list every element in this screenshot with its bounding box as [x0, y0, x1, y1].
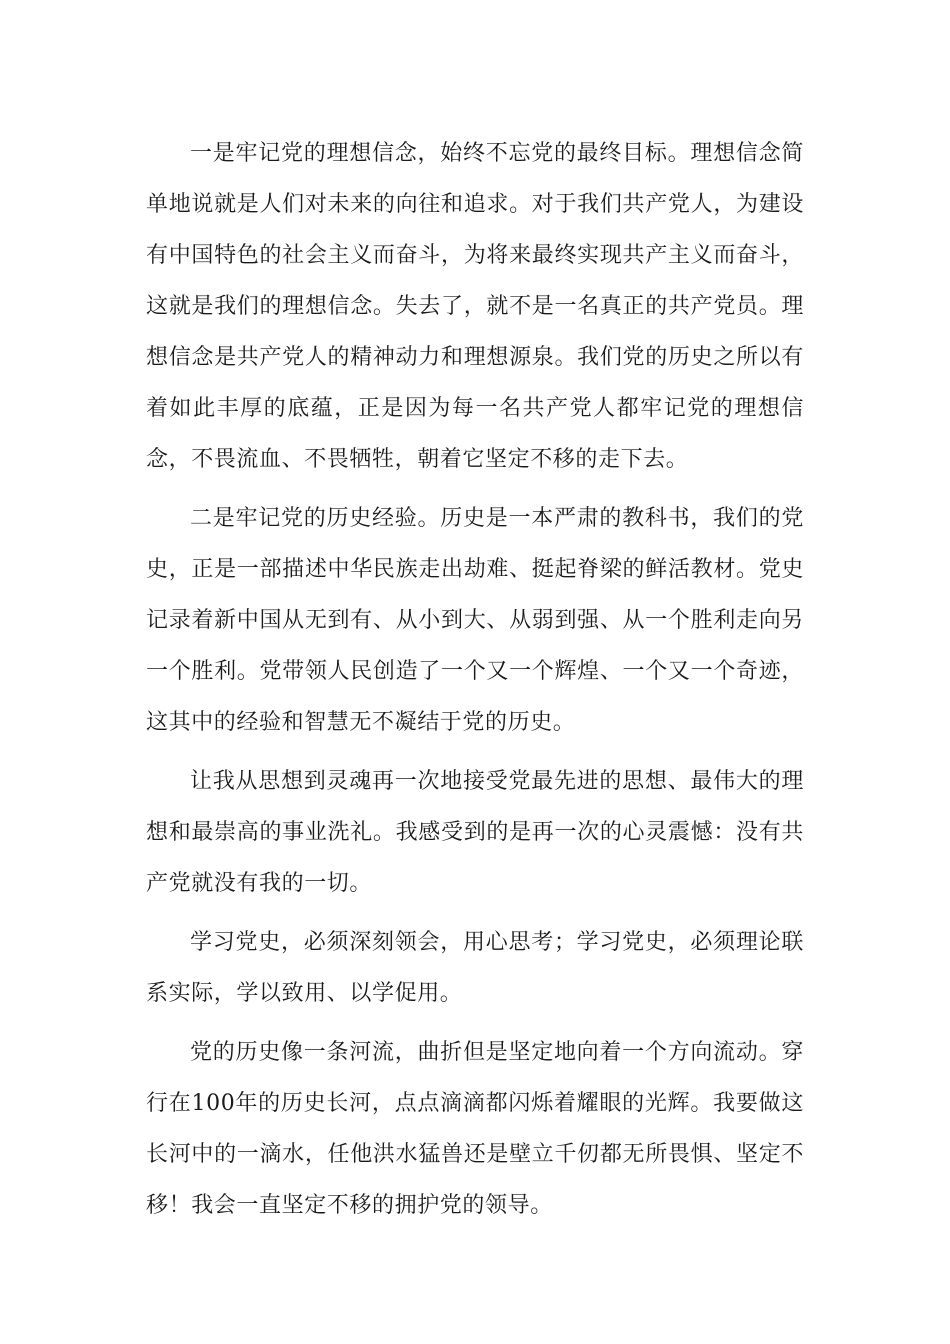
paragraph-baptism: 让我从思想到灵魂再一次地接受党最先进的思想、最伟大的理想和最崇高的事业洗礼。我感受到的是再一次的心灵震憾：没有共产党就没有我的一切。 — [146, 769, 804, 896]
paragraph-study: 学习党史，必须深刻领会，用心思考；学习党史，必须理论联系实际，学以致用、以学促用。 — [146, 930, 804, 1006]
paragraph-ideals: 一是牢记党的理想信念，始终不忘党的最终目标。理想信念简单地说就是人们对未来的向往和追求。对于我们共产党人，为建设有中国特色的社会主义而奋斗，为将来最终实现共产主义而奋斗，这就是我们的理想信念。失去了，就不是一名真正的共产党员。理想信念是共产党人的精神动力和理想源泉。我们党的历史之所以有着如此丰厚的底蕴，正是因为每一名共产党人都牢记党的理想信念，不畏流血、不畏牺牲，朝着它坚定不移的走下去。 — [146, 141, 804, 472]
paragraph-river: 党的历史像一条河流，曲折但是坚定地向着一个方向流动。穿行在100年的历史长河，点点滴滴都闪烁着耀眼的光辉。我要做这长河中的一滴水，任他洪水猛兽还是壁立千仞都无所畏惧、坚定不移！我会一直坚定不移的拥护党的领导。 — [146, 1040, 804, 1218]
document-body — [146, 128, 804, 1239]
paragraph-history: 二是牢记党的历史经验。历史是一本严肃的教科书，我们的党史，正是一部描述中华民族走出劫难、挺起脊梁的鲜活教材。党史记录着新中国从无到有、从小到大、从弱到强、从一个胜利走向另一个胜利。党带领人民创造了一个又一个辉煌、一个又一个奇迹，这其中的经验和智慧无不凝结于党的历史。 — [146, 506, 804, 735]
